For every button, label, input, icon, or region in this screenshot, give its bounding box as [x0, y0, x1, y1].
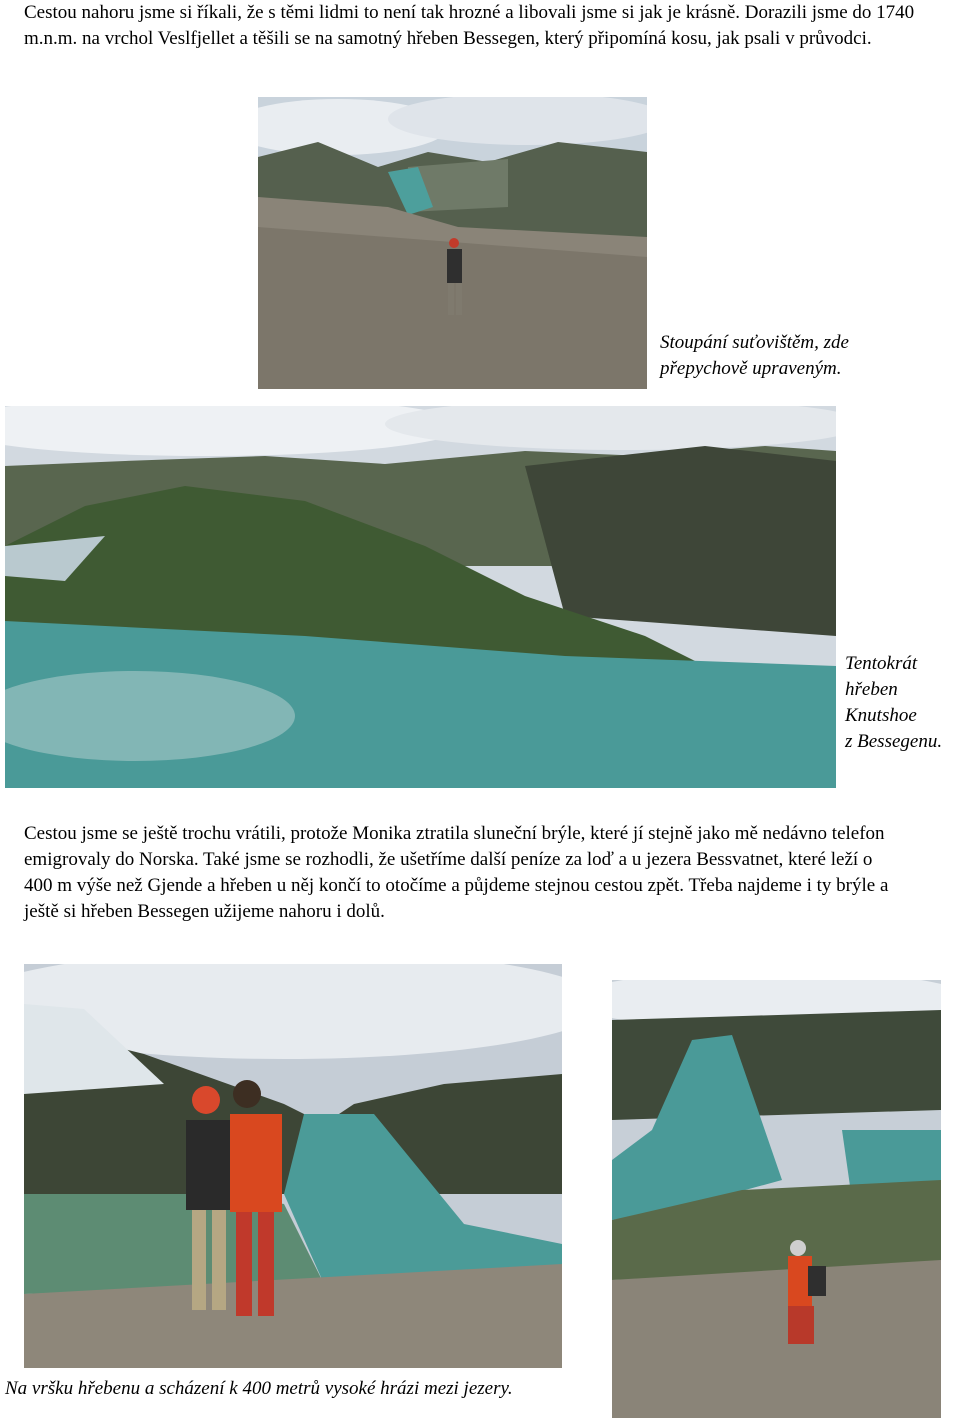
photo1-caption-line1: Stoupání suťovištěm, zde	[660, 332, 849, 353]
intro-paragraph: Cestou nahoru jsme si říkali, že s těmi lidmi to není tak hrozné a libovali jsme si jak je krásně. Dorazili jsme do 1740 m.n.m. na vrchol Veslfjellet a těšili se na samotný hřeben Bessegen, který připomíná kosu, jak psali v průvodci.	[24, 2, 915, 49]
photo-hiker-scree	[258, 97, 647, 389]
photo2-caption-line1: Tentokrát	[845, 653, 918, 674]
return-paragraph: Cestou jsme se ještě trochu vrátili, protože Monika ztratila sluneční brýle, které jí stejně jako mě nedávno telefon emigrovaly do Norska. Také jsme se rozhodli, že ušetříme další peníze za loď a u jezera Bessvatnet, které leží o 400 m výše než Gjende a hřeben u něj končí to otočíme a půjdeme stejnou cestou zpět. Třeba najdeme i ty brýle a ještě si hřeben Bessegen užijeme nahoru i dolů.	[24, 823, 889, 922]
photo-descent-dam	[612, 980, 941, 1418]
photo3-caption: Na vršku hřebenu a scházení k 400 metrů vysoké hrázi mezi jezery.	[5, 1378, 513, 1399]
photo1-caption-line2: přepychově upraveným.	[660, 358, 842, 379]
photo2-caption-line2: hřeben	[845, 679, 898, 700]
photo-knutshoe-ridge	[5, 406, 836, 788]
photo2-caption-line4: z Bessegenu.	[845, 731, 943, 752]
photo2-caption-line3: Knutshoe	[845, 705, 917, 726]
photo-couple-summit	[24, 964, 562, 1368]
